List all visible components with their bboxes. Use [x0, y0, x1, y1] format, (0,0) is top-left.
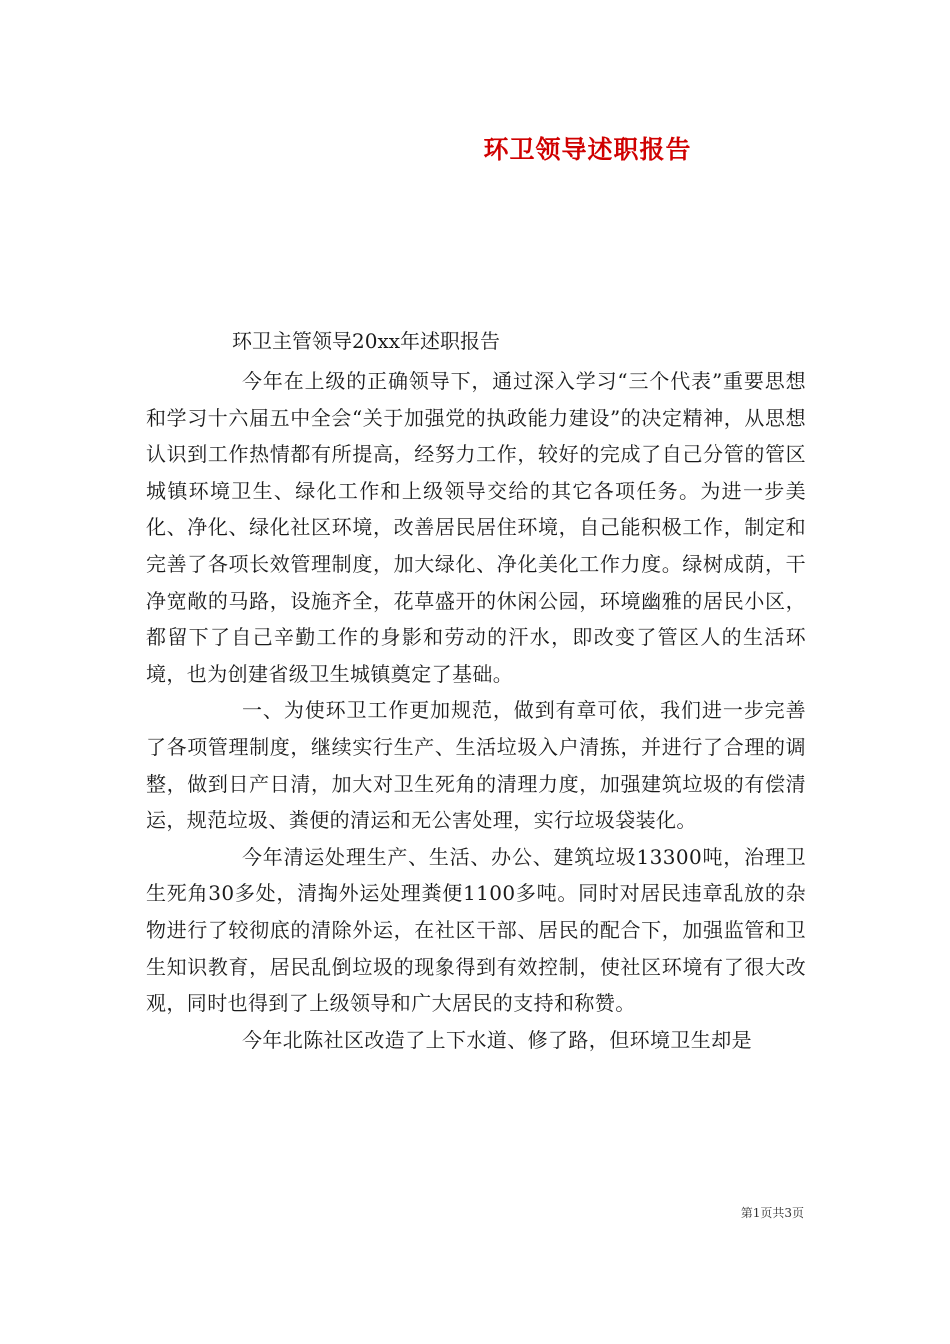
document-body	[146, 363, 806, 1058]
paragraph: 今年北陈社区改造了上下水道、修了路，但环境卫生却是	[242, 1027, 752, 1052]
document-title: 环卫领导述职报告	[483, 135, 692, 164]
paragraph: 一、为使环卫工作更加规范，做到有章可依，我们进一步完善了各项管理制度，继续实行生产、生活垃圾入户清拣，并进行了合理的调整，做到日产日清，加大对卫生死角的清理力度，加强建筑垃圾的有偿清运，规范垃圾、粪便的清运和无公害处理，实行垃圾袋装化。	[146, 698, 806, 833]
document-subtitle: 环卫主管领导20xx年述职报告	[232, 329, 501, 353]
paragraph: 今年在上级的正确领导下，通过深入学习“三个代表”重要思想和学习十六届五中全会“关于加强党的执政能力建设”的决定精神，从思想认识到工作热情都有所提高，经努力工作，较好的完成了自己分管的管区城镇环境卫生、绿化工作和上级领导交给的其它各项任务。为进一步美化、净化、绿化社区环境，改善居民居住环境，自己能积极工作，制定和完善了各项长效管理制度，加大绿化、净化美化工作力度。绿树成荫，干净宽敞的马路，设施齐全，花草盛开的休闲公园，环境幽雅的居民小区，都留下了自己辛勤工作的身影和劳动的汗水，即改变了管区人的生活环境，也为创建省级卫生城镇奠定了基础。	[146, 369, 806, 686]
paragraph: 今年清运处理生产、生活、办公、建筑垃圾13300吨，治理卫生死角30多处，清掏外运处理粪便1100多吨。同时对居民违章乱放的杂物进行了较彻底的清除外运，在社区干部、居民的配合下，加强监管和卫生知识教育，居民乱倒垃圾的现象得到有效控制，使社区环境有了很大改观，同时也得到了上级领导和广大居民的支持和称赞。	[146, 844, 806, 1016]
page-number: 第1页共3页	[740, 1206, 804, 1220]
